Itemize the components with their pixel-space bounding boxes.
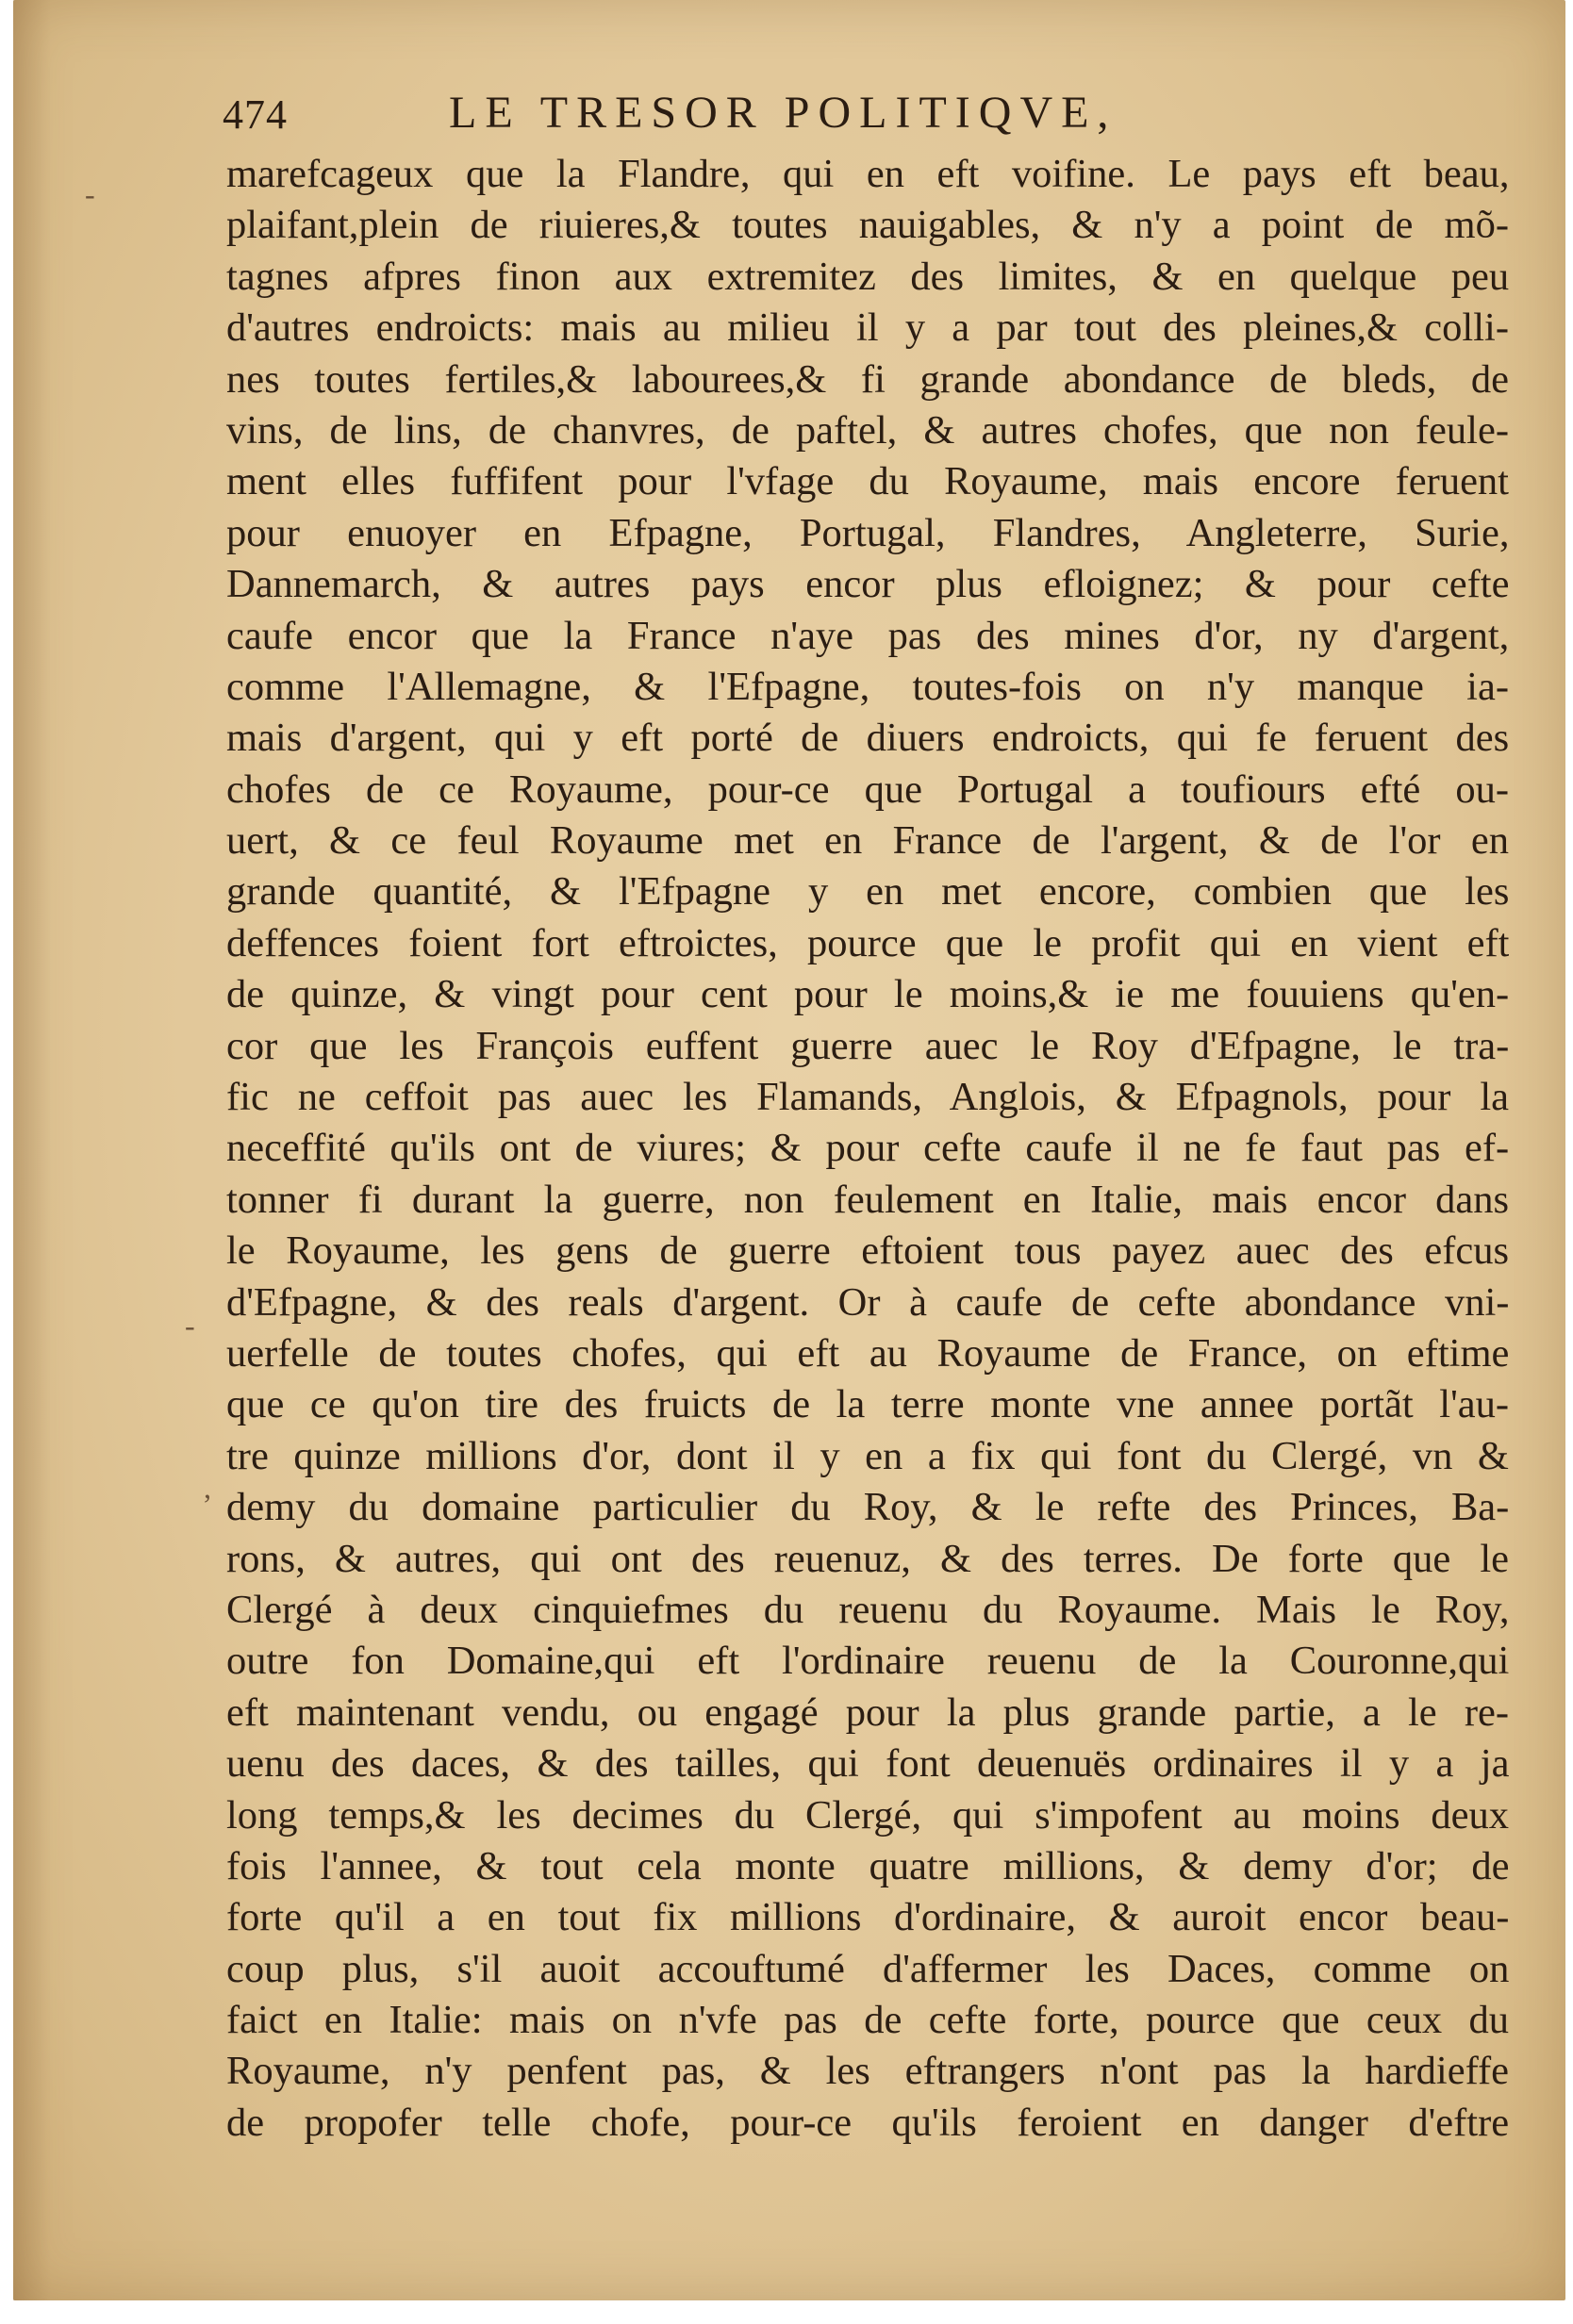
text-line: vins, de lins, de chanvres, de paftel, & autres chofes, que non feule- — [226, 407, 1509, 453]
page-number: 474 — [223, 91, 288, 138]
running-head — [211, 83, 1532, 149]
text-line: tagnes afpres finon aux extremitez des limites, & en quelque peu — [226, 254, 1509, 299]
text-line: cor que les François euffent guerre auec le Roy d'Efpagne, le tra- — [226, 1023, 1509, 1068]
text-line: eft maintenant vendu, ou engagé pour la plus grande partie, a le re- — [226, 1689, 1509, 1735]
text-line: Clergé à deux cinquiefmes du reuenu du Royaume. Mais le Roy, — [226, 1587, 1509, 1632]
text-line: comme l'Allemagne, & l'Efpagne, toutes-fois on n'y manque ia- — [226, 664, 1509, 709]
text-line: Royaume, n'y penfent pas, & les eftrangers n'ont pas la hardieffe — [226, 2049, 1509, 2094]
text-line: le Royaume, les gens de guerre eftoient tous payez auec des efcus — [226, 1228, 1509, 1274]
text-line: outre fon Domaine,qui eft l'ordinaire reuenu de la Couronne,qui — [226, 1639, 1509, 1684]
text-line: uenu des daces, & des tailles, qui font deuenuës ordinaires il y a ja — [226, 1741, 1509, 1787]
text-line: deffences foient fort eftroictes, pource que le profit qui en vient eft — [226, 920, 1509, 965]
margin-mark: - — [85, 177, 95, 211]
text-line: mais d'argent, qui y eft porté de diuers endroicts, qui fe feruent des — [226, 716, 1509, 761]
text-line: de propofer telle chofe, pour-ce qu'ils feroient en danger d'eftre — [226, 2100, 1509, 2145]
running-title: LE TRESOR POLITIQVE, — [449, 88, 1118, 138]
text-line: faict en Italie: mais on n'vfe pas de cefte forte, pource que ceux du — [226, 1998, 1509, 2043]
text-line: d'autres endroicts: mais au milieu il y a par tout des pleines,& colli- — [226, 305, 1509, 351]
text-line: Dannemarch, & autres pays encor plus efloignez; & pour cefte — [226, 562, 1509, 607]
text-line: forte qu'il a en tout fix millions d'ordinaire, & auroit encor beau- — [226, 1895, 1509, 1940]
text-line: d'Efpagne, & des reals d'argent. Or à caufe de cefte abondance vni- — [226, 1279, 1509, 1325]
text-line: pour enuoyer en Efpagne, Portugal, Flandres, Angleterre, Surie, — [226, 510, 1509, 555]
margin-mark: , — [204, 1471, 211, 1505]
book-page — [13, 0, 1565, 2300]
text-line: grande quantité, & l'Efpagne y en met encore, combien que les — [226, 869, 1509, 915]
text-line: ment elles fuffifent pour l'vfage du Royaume, mais encore feruent — [226, 459, 1509, 504]
text-line: uerfelle de toutes chofes, qui eft au Royaume de France, on eftime — [226, 1330, 1509, 1376]
text-line: tre quinze millions d'or, dont il y en a fix qui font du Clergé, vn & — [226, 1433, 1509, 1478]
text-line: chofes de ce Royaume, pour-ce que Portugal a toufiours efté ou- — [226, 766, 1509, 812]
body-text — [226, 149, 1509, 2149]
text-line: fic ne ceffoit pas auec les Flamands, Anglois, & Efpagnols, pour la — [226, 1075, 1509, 1120]
text-line: caufe encor que la France n'aye pas des mines d'or, ny d'argent, — [226, 613, 1509, 658]
text-line: long temps,& les decimes du Clergé, qui s'impofent au moins deux — [226, 1792, 1509, 1838]
text-line: nes toutes fertiles,& labourees,& fi grande abondance de bleds, de — [226, 356, 1509, 402]
text-line: de quinze, & vingt pour cent pour le moins,& ie me fouuiens qu'en- — [226, 972, 1509, 1017]
margin-mark: - — [185, 1309, 195, 1343]
text-line: fois l'annee, & tout cela monte quatre millions, & demy d'or; de — [226, 1843, 1509, 1888]
text-line: marefcageux que la Flandre, qui en eft voifine. Le pays eft beau, — [226, 152, 1509, 196]
text-line: tonner fi durant la guerre, non feulement en Italie, mais encor dans — [226, 1177, 1509, 1222]
text-line: coup plus, s'il auoit accouftumé d'affermer les Daces, comme on — [226, 1946, 1509, 1991]
text-line: rons, & autres, qui ont des reuenuz, & des terres. De forte que le — [226, 1536, 1509, 1581]
text-line: que ce qu'on tire des fruicts de la terre monte vne annee portãt l'au- — [226, 1382, 1509, 1427]
text-line: plaifant,plein de riuieres,& toutes nauigables, & n'y a point de mõ- — [226, 203, 1509, 248]
text-line: demy du domaine particulier du Roy, & le refte des Princes, Ba- — [226, 1485, 1509, 1530]
text-line: uert, & ce feul Royaume met en France de l'argent, & de l'or en — [226, 818, 1509, 864]
text-line: neceffité qu'ils ont de viures; & pour cefte caufe il ne fe faut pas ef- — [226, 1126, 1509, 1171]
